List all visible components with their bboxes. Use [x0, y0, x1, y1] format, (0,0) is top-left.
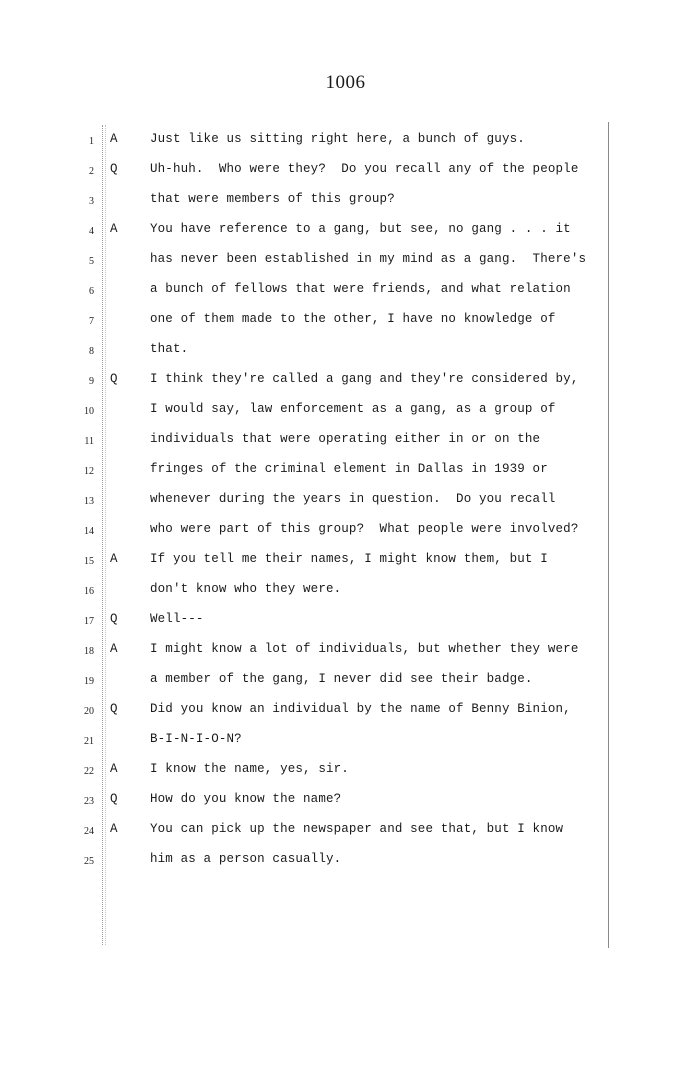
- line-number: 10: [84, 406, 94, 417]
- line-text: that were members of this group?: [150, 192, 395, 206]
- transcript-line: [0, 460, 691, 482]
- line-number: 18: [84, 646, 94, 657]
- transcript-line: [0, 430, 691, 452]
- line-number: 8: [89, 346, 94, 357]
- transcript-line: [0, 580, 691, 602]
- transcript-line: [0, 550, 691, 572]
- transcript-line: [0, 340, 691, 362]
- line-text: How do you know the name?: [150, 792, 342, 806]
- line-number: 3: [89, 196, 94, 207]
- speaker-label: Q: [110, 612, 118, 626]
- line-text: one of them made to the other, I have no knowledge of: [150, 312, 556, 326]
- line-number: 13: [84, 496, 94, 507]
- line-text: a bunch of fellows that were friends, and what relation: [150, 282, 571, 296]
- speaker-label: A: [110, 222, 118, 236]
- transcript-line: [0, 760, 691, 782]
- line-text: fringes of the criminal element in Dallas in 1939 or: [150, 462, 548, 476]
- line-number: 7: [89, 316, 94, 327]
- line-number: 11: [84, 436, 94, 447]
- line-text: him as a person casually.: [150, 852, 342, 866]
- transcript-line: [0, 370, 691, 392]
- line-number: 6: [89, 286, 94, 297]
- transcript-line: [0, 640, 691, 662]
- line-text: has never been established in my mind as a gang. There's: [150, 252, 587, 266]
- line-text: whenever during the years in question. Do you recall: [150, 492, 556, 506]
- line-text: B-I-N-I-O-N?: [150, 732, 242, 746]
- line-text: I know the name, yes, sir.: [150, 762, 349, 776]
- line-number: 5: [89, 256, 94, 267]
- line-number: 21: [84, 736, 94, 747]
- transcript-line: [0, 250, 691, 272]
- line-number: 24: [84, 826, 94, 837]
- transcript-line: [0, 160, 691, 182]
- transcript-line: [0, 490, 691, 512]
- line-text: a member of the gang, I never did see their badge.: [150, 672, 533, 686]
- transcript-line: [0, 670, 691, 692]
- line-number: 17: [84, 616, 94, 627]
- line-number: 14: [84, 526, 94, 537]
- line-number: 25: [84, 856, 94, 867]
- line-text: don't know who they were.: [150, 582, 342, 596]
- line-text: Just like us sitting right here, a bunch of guys.: [150, 132, 525, 146]
- line-text: Well---: [150, 612, 204, 626]
- line-text: If you tell me their names, I might know them, but I: [150, 552, 548, 566]
- line-text: I might know a lot of individuals, but whether they were: [150, 642, 579, 656]
- speaker-label: A: [110, 762, 118, 776]
- line-number: 15: [84, 556, 94, 567]
- speaker-label: Q: [110, 702, 118, 716]
- line-text: You have reference to a gang, but see, no gang . . . it: [150, 222, 571, 236]
- line-number: 4: [89, 226, 94, 237]
- transcript-line: [0, 730, 691, 752]
- line-number: 1: [89, 136, 94, 147]
- transcript-line: [0, 130, 691, 152]
- speaker-label: Q: [110, 162, 118, 176]
- page-number: 1006: [325, 72, 366, 93]
- line-text: who were part of this group? What people were involved?: [150, 522, 579, 536]
- line-number: 2: [89, 166, 94, 177]
- transcript-line: [0, 190, 691, 212]
- line-text: individuals that were operating either in or on the: [150, 432, 541, 446]
- line-number: 19: [84, 676, 94, 687]
- transcript-line: [0, 790, 691, 812]
- speaker-label: A: [110, 642, 118, 656]
- speaker-label: Q: [110, 792, 118, 806]
- transcript-line: [0, 400, 691, 422]
- transcript-line: [0, 520, 691, 542]
- transcript-line: [0, 850, 691, 872]
- line-text: I think they're called a gang and they're considered by,: [150, 372, 579, 386]
- speaker-label: A: [110, 552, 118, 566]
- line-number: 22: [84, 766, 94, 777]
- transcript-line: [0, 280, 691, 302]
- line-number: 23: [84, 796, 94, 807]
- speaker-label: A: [110, 132, 118, 146]
- transcript-line: [0, 700, 691, 722]
- transcript-line: [0, 220, 691, 242]
- transcript-line: [0, 610, 691, 632]
- speaker-label: A: [110, 822, 118, 836]
- line-text: that.: [150, 342, 189, 356]
- line-text: I would say, law enforcement as a gang, as a group of: [150, 402, 556, 416]
- transcript-line: [0, 820, 691, 842]
- speaker-label: Q: [110, 372, 118, 386]
- line-text: Uh-huh. Who were they? Do you recall any of the people: [150, 162, 579, 176]
- line-text: Did you know an individual by the name of Benny Binion,: [150, 702, 571, 716]
- line-number: 9: [89, 376, 94, 387]
- line-number: 16: [84, 586, 94, 597]
- line-number: 12: [84, 466, 94, 477]
- line-text: You can pick up the newspaper and see that, but I know: [150, 822, 564, 836]
- line-number: 20: [84, 706, 94, 717]
- transcript-line: [0, 310, 691, 332]
